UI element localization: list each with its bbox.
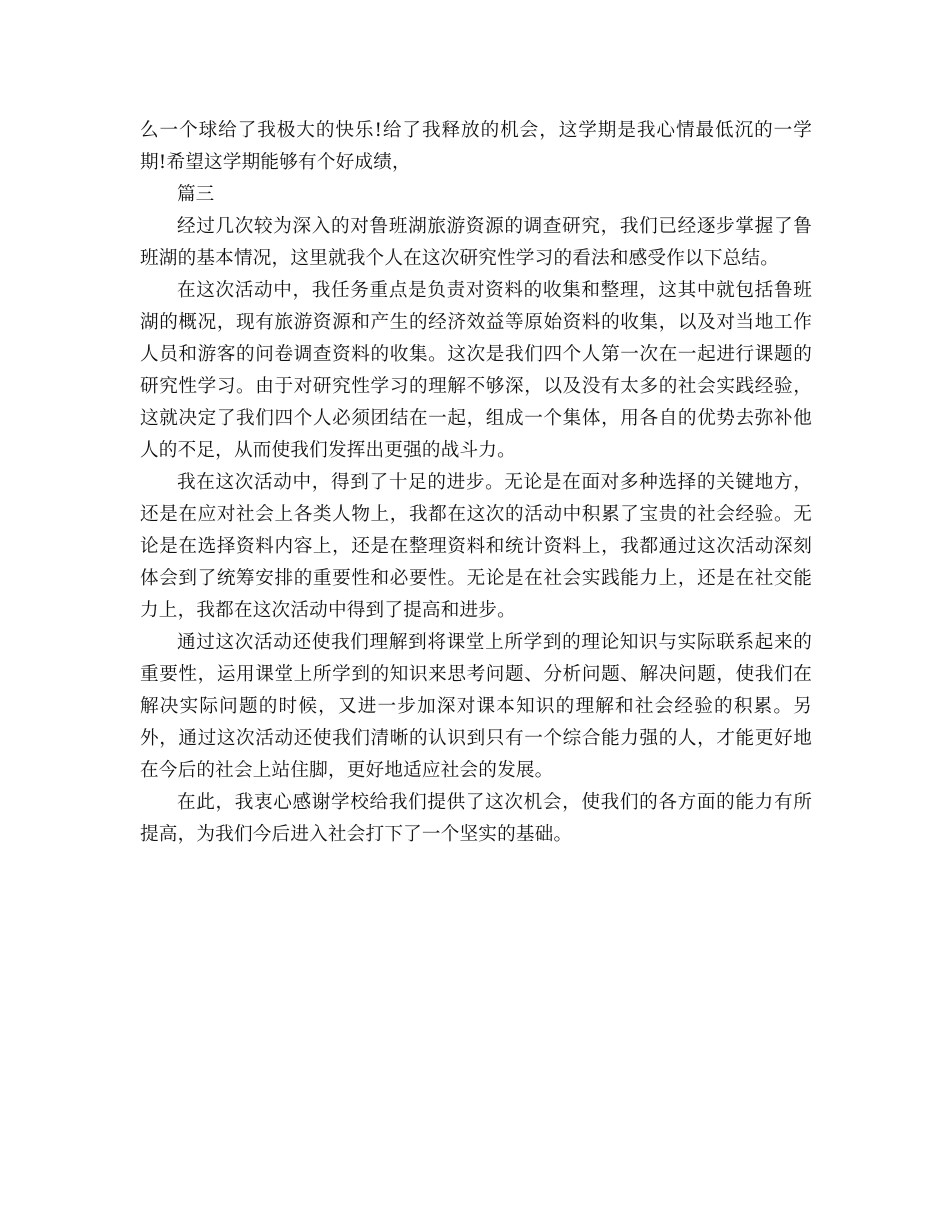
paragraph: 在此，我衷心感谢学校给我们提供了这次机会，使我们的各方面的能力有所提高，为我们今后进入社会打下了一个坚实的基础。 <box>140 792 812 845</box>
paragraph: 我在这次活动中，得到了十足的进步。无论是在面对多种选择的关键地方，还是在应对社会上各类人物上，我都在这次的活动中积累了宝贵的社会经验。无论是在选择资料内容上，还是在整理资料和统计资料上，我都通过这次活动深刻体会到了统筹安排的重要性和必要性。无论是在社会实践能力上，还是在社交能力上，我都在这次活动中得到了提高和进步。 <box>140 472 812 621</box>
paragraph: 通过这次活动还使我们理解到将课堂上所学到的理论知识与实际联系起来的重要性，运用课堂上所学到的知识来思考问题、分析问题、解决问题，使我们在解决实际问题的时候，又进一步加深对课本知识的理解和社会经验的积累。另外，通过这次活动还使我们清晰的认识到只有一个综合能力强的人，才能更好地在今后的社会上站住脚，更好地适应社会的发展。 <box>140 632 812 781</box>
paragraph-continuation: 么一个球给了我极大的快乐!给了我释放的机会，这学期是我心情最低沉的一学期!希望这学期能够有个好成绩， <box>140 120 812 173</box>
paragraph: 在这次活动中，我任务重点是负责对资料的收集和整理，这其中就包括鲁班湖的概况，现有旅游资源和产生的经济效益等原始资料的收集，以及对当地工作人员和游客的问卷调查资料的收集。这次是我们四个人第一次在一起进行课题的研究性学习。由于对研究性学习的理解不够深，以及没有太多的社会实践经验，这就决定了我们四个人必须团结在一起，组成一个集体，用各自的优势去弥补他人的不足，从而使我们发挥出更强的战斗力。 <box>140 280 812 461</box>
section-heading: 篇三 <box>177 184 215 205</box>
paragraph: 经过几次较为深入的对鲁班湖旅游资源的调查研究，我们已经逐步掌握了鲁班湖的基本情况，这里就我个人在这次研究性学习的看法和感受作以下总结。 <box>140 216 812 269</box>
document-page <box>140 115 812 851</box>
